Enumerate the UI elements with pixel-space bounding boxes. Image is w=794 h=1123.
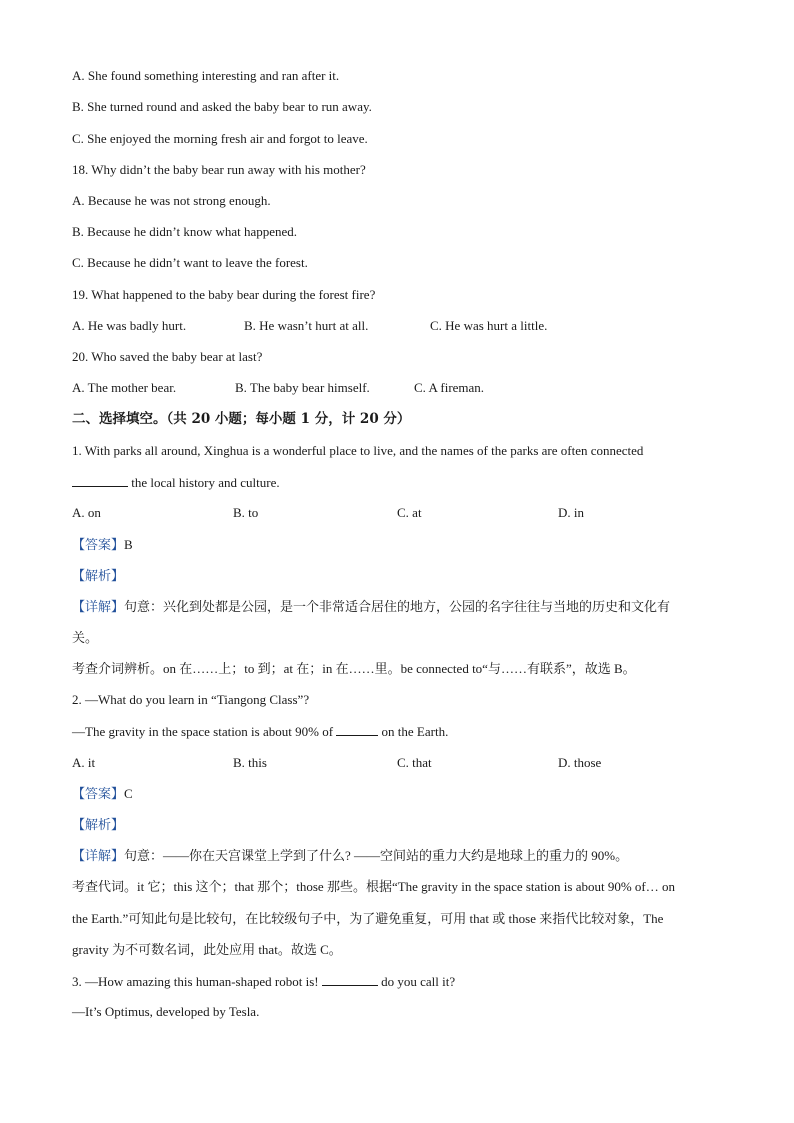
q17-option-b: B. She turned round and asked the baby bear to run away.: [72, 99, 372, 114]
s2q3-stem-line2: —It’s Optimus, developed by Tesla.: [72, 1004, 260, 1019]
s2q3-stem-line1-after: do you call it?: [377, 974, 456, 989]
s2q2-answer: [72, 786, 133, 802]
s2q2-option-d: D. those: [558, 755, 602, 770]
s2q1-option-c: C. at: [397, 505, 422, 520]
detail-text: 句意：——你在天宫课堂上学到了什么? ——空间站的重力大约是地球上的重力的 90%。: [124, 848, 629, 863]
s2q2-stem-line2: [72, 723, 448, 740]
detail-text: 句意：兴化到处都是公园，是一个非常适合居住的地方，公园的名字往往与当地的历史和文化有: [124, 599, 671, 614]
s2q1-stem-line1: 1. With parks all around, Xinghua is a wonderful place to live, and the names of the parks are often connected: [72, 443, 644, 458]
s2q1-answer: [72, 537, 133, 553]
s2q2-stem-line1: 2. —What do you learn in “Tiangong Class”?: [72, 692, 310, 707]
s2q2-option-a: A. it: [72, 755, 96, 770]
s2q1-stem-line2-text: the local history and culture.: [128, 475, 280, 490]
q20-option-c: C. A fireman.: [414, 380, 485, 395]
s2q2-stem-line2-after: on the Earth.: [378, 724, 449, 739]
q20-option-a: A. The mother bear.: [72, 380, 177, 395]
q20-option-b: B. The baby bear himself.: [235, 380, 370, 395]
detail-label: 【详解】: [72, 848, 125, 863]
s2q1-analysis-label: 【解析】: [72, 568, 125, 583]
q18-option-c: C. Because he didn’t want to leave the forest.: [72, 255, 308, 270]
q17-option-c: C. She enjoyed the morning fresh air and forgot to leave.: [72, 131, 368, 146]
answer-label: 【答案】: [72, 786, 125, 801]
q20-stem: 20. Who saved the baby bear at last?: [72, 349, 263, 364]
s2q1-option-a: A. on: [72, 505, 101, 520]
detail-label: 【详解】: [72, 599, 125, 614]
s2q2-detail-line2: 考查代词。it 它；this 这个；that 那个；those 那些。根据“The gravity in the space station is about 90% of… on: [72, 879, 675, 894]
q19-option-b: B. He wasn’t hurt at all.: [244, 318, 369, 333]
s2q2-option-c: C. that: [397, 755, 432, 770]
s2q1-detail-line2: 关。: [72, 630, 99, 645]
answer-blank: [336, 723, 378, 736]
answer-value: B: [124, 537, 133, 552]
q17-option-a: A. She found something interesting and ran after it.: [72, 68, 340, 83]
s2q2-stem-line2-before: —The gravity in the space station is about 90% of: [72, 724, 337, 739]
q19-option-c: C. He was hurt a little.: [430, 318, 548, 333]
answer-label: 【答案】: [72, 537, 125, 552]
answer-blank: [72, 474, 128, 487]
s2q1-option-b: B. to: [233, 505, 259, 520]
q18-stem: 18. Why didn’t the baby bear run away with his mother?: [72, 162, 366, 177]
q19-option-a: A. He was badly hurt.: [72, 318, 187, 333]
answer-value: C: [124, 786, 133, 801]
s2q1-detail-line3: 考查介词辨析。on 在……上；to 到；at 在；in 在……里。be connected to“与……有联系”，故选 B。: [72, 661, 636, 676]
q18-option-a: A. Because he was not strong enough.: [72, 193, 271, 208]
s2q3-stem-line1-before: 3. —How amazing this human-shaped robot is!: [72, 974, 322, 989]
s2q2-detail-line3: the Earth.”可知此句是比较句，在比较级句子中，为了避免重复，可用 that 或 those 来指代比较对象，The: [72, 911, 664, 926]
q19-stem: 19. What happened to the baby bear during the forest fire?: [72, 287, 376, 302]
s2q2-analysis-label: 【解析】: [72, 817, 125, 832]
s2q1-option-d: D. in: [558, 505, 584, 520]
s2q2-detail-line4: gravity 为不可数名词，此处应用 that。故选 C。: [72, 942, 342, 957]
q18-option-b: B. Because he didn’t know what happened.: [72, 224, 298, 239]
s2q2-option-b: B. this: [233, 755, 267, 770]
s2q1-detail-line1: [72, 599, 670, 615]
s2q1-stem-line2: [72, 474, 280, 491]
section-heading: 二、选择填空。（共 20 小题；每小题 1 分，计 20 分）: [72, 411, 411, 427]
s2q3-stem-line1: [72, 973, 455, 990]
s2q2-detail-line1: [72, 848, 628, 864]
answer-blank: [322, 973, 378, 986]
